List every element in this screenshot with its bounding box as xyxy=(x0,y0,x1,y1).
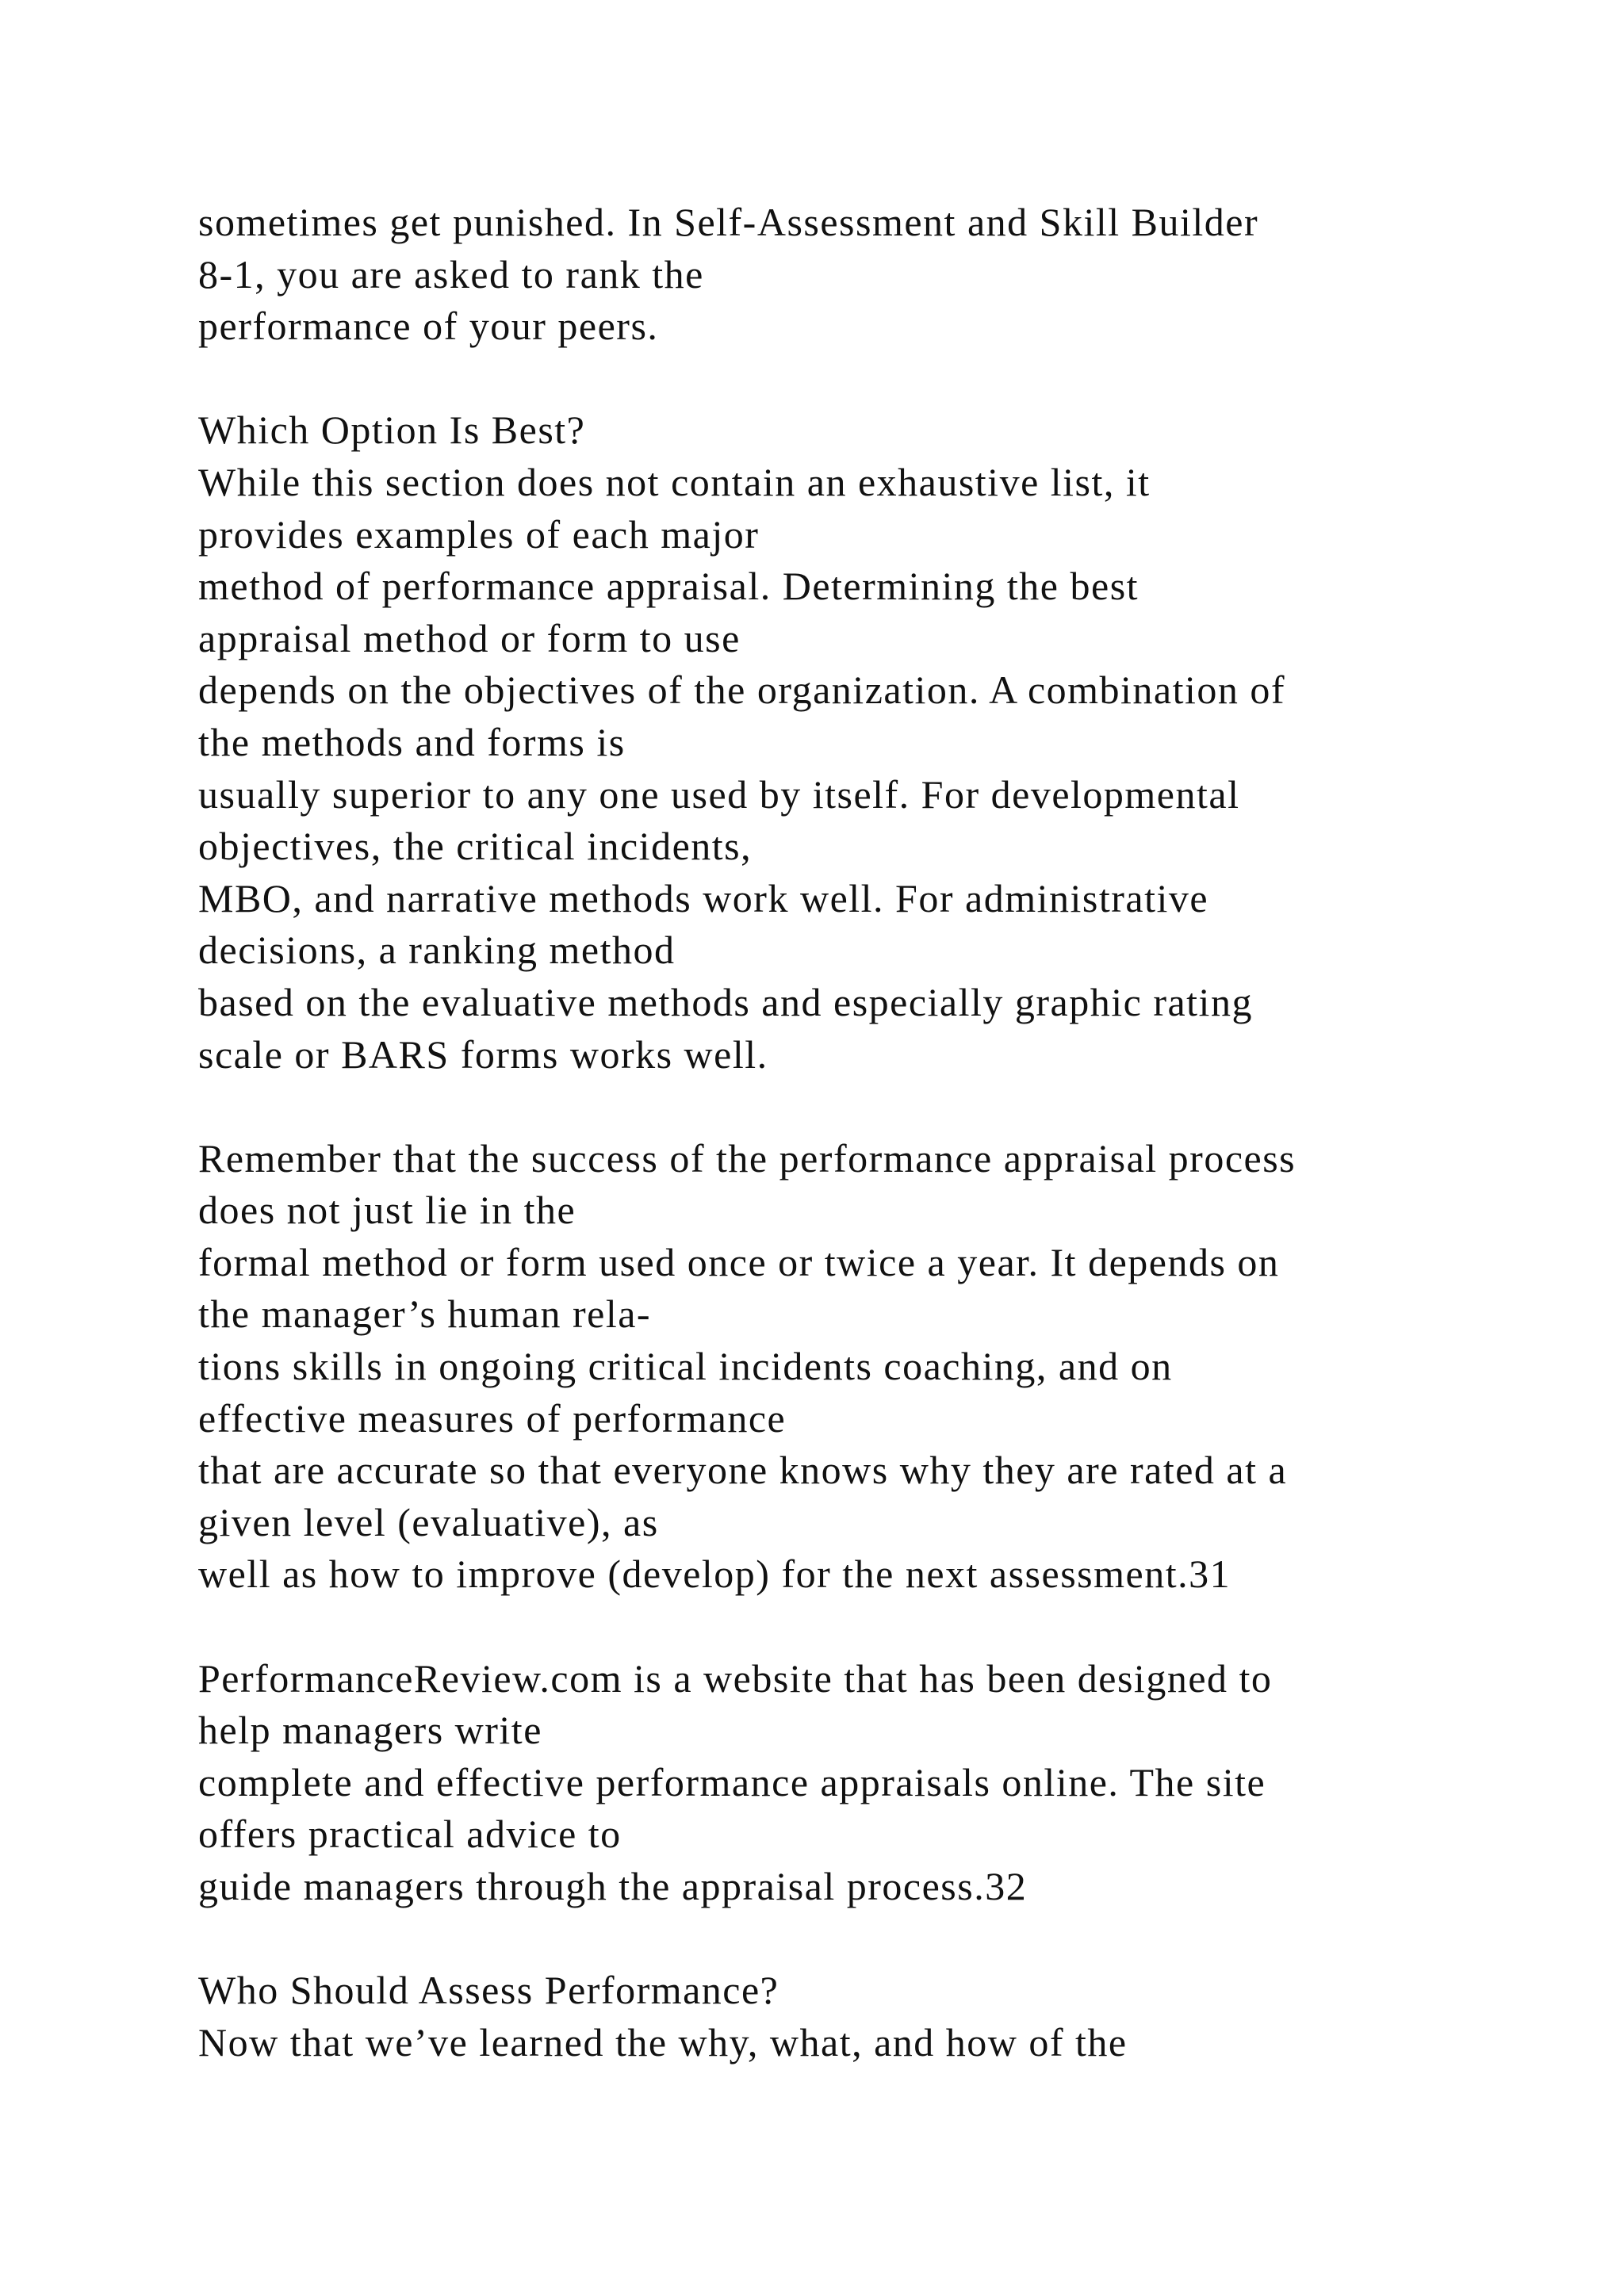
text-line: appraisal method or form to use xyxy=(198,615,741,660)
text-line: the manager’s human rela- xyxy=(198,1292,652,1337)
text-line: guide managers through the appraisal process.32 xyxy=(198,1864,1028,1908)
text-line: method of performance appraisal. Determining the best xyxy=(198,564,1139,609)
document-page xyxy=(198,197,1594,2068)
text-line: Remember that the success of the performance appraisal process xyxy=(198,1135,1297,1181)
section-heading: Who Should Assess Performance? xyxy=(198,1968,779,2013)
text-line: sometimes get punished. In Self-Assessment and Skill Builder xyxy=(198,200,1259,244)
text-line: decisions, a ranking method xyxy=(198,928,676,973)
text-line: performance of your peers. xyxy=(198,304,659,349)
paragraph-break xyxy=(198,353,1594,405)
text-line: tions skills in ongoing critical incidents coaching, and on xyxy=(198,1344,1173,1389)
paragraph-break xyxy=(198,1913,1594,1965)
paragraph-break xyxy=(198,1601,1594,1653)
text-line: complete and effective performance appraisals online. The site xyxy=(198,1759,1266,1804)
text-line: MBO, and narrative methods work well. For administrative xyxy=(198,875,1209,920)
text-line: offers practical advice to xyxy=(198,1812,622,1857)
text-line: scale or BARS forms works well. xyxy=(198,1031,768,1077)
text-line: formal method or form used once or twice a year. It depends on xyxy=(198,1239,1280,1284)
text-line: well as how to improve (develop) for the next assessment.31 xyxy=(198,1552,1231,1597)
text-line: that are accurate so that everyone knows why they are rated at a xyxy=(198,1448,1288,1493)
text-line: does not just lie in the xyxy=(198,1188,576,1233)
text-line: provides examples of each major xyxy=(198,511,760,557)
text-line: help managers write xyxy=(198,1708,542,1753)
text-line: depends on the objectives of the organization. A combination of xyxy=(198,668,1286,713)
text-line: While this section does not contain an exhaustive list, it xyxy=(198,459,1151,504)
paragraph-break xyxy=(198,1081,1594,1133)
text-line: given level (evaluative), as xyxy=(198,1499,659,1544)
text-line: PerformanceReview.com is a website that has been designed to xyxy=(198,1655,1273,1701)
text-line: 8-1, you are asked to rank the xyxy=(198,251,704,297)
text-line: usually superior to any one used by itself. For developmental xyxy=(198,771,1240,817)
text-line: effective measures of performance xyxy=(198,1395,787,1441)
text-line: objectives, the critical incidents, xyxy=(198,824,753,869)
text-line: the methods and forms is xyxy=(198,719,626,764)
text-line: Now that we’ve learned the why, what, and how of the xyxy=(198,2019,1128,2064)
text-line: based on the evaluative methods and especially graphic rating xyxy=(198,979,1253,1024)
section-heading: Which Option Is Best? xyxy=(198,408,586,453)
